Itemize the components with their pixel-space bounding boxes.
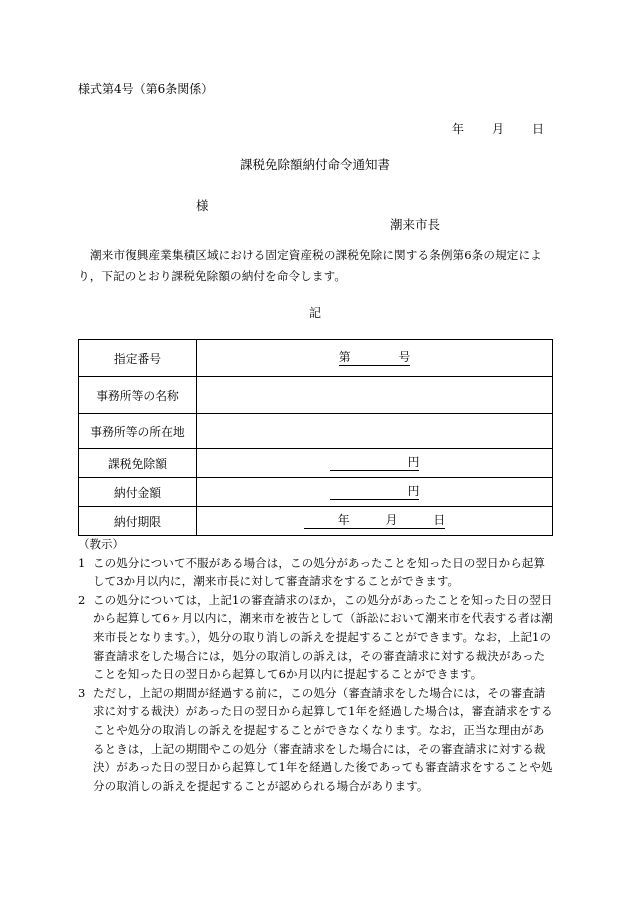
- row-label-tax-exemption-amount: 課税免除額: [79, 449, 197, 478]
- payment-amount-underline: [330, 484, 420, 500]
- table-row: [79, 449, 553, 478]
- payment-deadline-underline: [304, 513, 445, 529]
- office-name-value: [197, 377, 553, 414]
- document-title: 課税免除額納付命令通知書: [239, 157, 390, 172]
- issue-date: [452, 120, 544, 137]
- designation-number-prefix: 第: [338, 350, 351, 364]
- form-number: 様式第4号（第6条関係）: [78, 82, 214, 96]
- note-text: この処分について不服がある場合は，この処分があったことを知った日の翌日から起算して3か月以内に，潮来市長に対して審査請求をすることができます。: [93, 555, 546, 589]
- tax-exemption-amount-value: [197, 449, 553, 478]
- table-row: [79, 507, 553, 536]
- ki-heading: 記: [308, 306, 321, 320]
- instructions-header: （教示）: [78, 537, 124, 551]
- addressee-suffix: 様: [196, 198, 209, 213]
- row-label-payment-deadline: 納付期限: [79, 507, 197, 536]
- table-row: [79, 478, 553, 507]
- date-month-label: 月: [491, 122, 504, 136]
- table-row: [79, 377, 553, 414]
- row-label-designation-number: 指定番号: [79, 340, 197, 377]
- note-text: この処分については，上記1の審査請求のほか，この処分があったことを知った日の翌日から起算して6ヶ月以内に，潮来市を被告として（訴訟において潮来市を代表する者は潮来市長となります。），処分の取り消しの訴えを提起することができます。なお，上記1の審査請求をした場合には，処分の取消しの訴えは，その審査請求に対する裁決があったことを知った日の翌日から起算して6か月以内に提起することができます。: [93, 592, 553, 682]
- tax-exemption-yen: 円: [407, 455, 420, 469]
- note-number: 3: [78, 685, 86, 700]
- payment-amount-value: [197, 478, 553, 507]
- payment-deadline-value: [197, 507, 553, 536]
- appeal-instructions: [78, 535, 554, 795]
- date-year-label: 年: [451, 122, 464, 136]
- note-text: ただし，上記の期間が経過する前に，この処分（審査請求をした場合には，その審査請求に対する裁決）があった日の翌日から起算して1年を経過した場合は，審査請求をすることや処分の取消しの訴えを提起することができなくなります。なお，正当な理由があるときは，上記の期間やこの処分（審査請求をした場合には，その審査請求に対する裁決）があった日の翌日から起算して1年を経過した後であっても審査請求をすることや処分の取消しの訴えを提起することが認められる場合があります。: [93, 685, 553, 793]
- tax-exemption-amount-underline: [330, 455, 420, 471]
- office-address-value: [197, 414, 553, 449]
- designation-number-value: [197, 340, 553, 377]
- list-item: [78, 554, 554, 591]
- designation-number-suffix: 号: [398, 350, 411, 364]
- deadline-month-label: 月: [385, 513, 398, 527]
- designation-number-underline: [339, 350, 411, 366]
- note-number: 2: [78, 592, 86, 607]
- list-item: [78, 591, 554, 684]
- order-details-table: [78, 339, 553, 536]
- table-row: [79, 340, 553, 377]
- deadline-year-label: 年: [337, 513, 350, 527]
- deadline-day-label: 日: [433, 513, 446, 527]
- payment-amount-yen: 円: [407, 484, 420, 498]
- row-label-office-address: 事務所等の所在地: [79, 414, 197, 449]
- intro-paragraph: 潮来市復興産業集積区域における固定資産税の課税免除に関する条例第6条の規定により，下記のとおり課税免除額の納付を命令します。: [78, 248, 542, 283]
- issuer: 潮来市長: [390, 217, 441, 232]
- table-row: [79, 414, 553, 449]
- note-number: 1: [78, 555, 86, 570]
- list-item: [78, 684, 554, 796]
- row-label-payment-amount: 納付金額: [79, 478, 197, 507]
- date-day-label: 日: [531, 122, 544, 136]
- row-label-office-name: 事務所等の名称: [79, 377, 197, 414]
